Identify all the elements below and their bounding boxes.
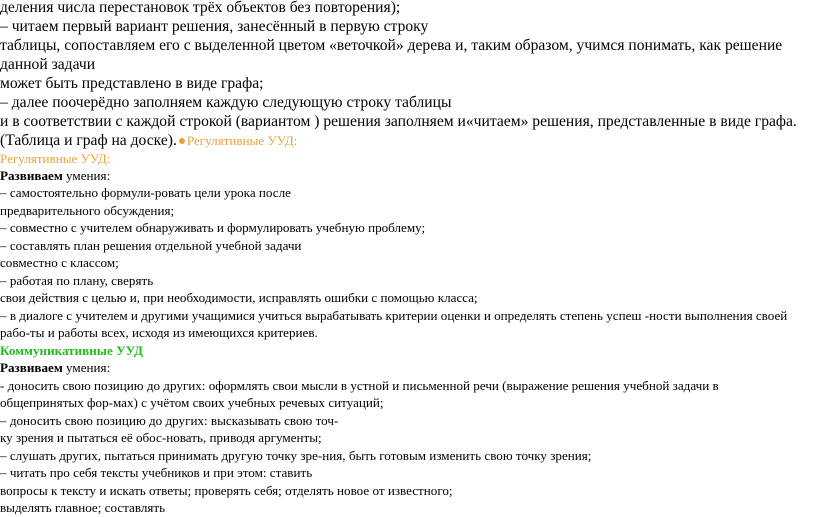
text-line-18: – в диалоге с учителем и другими учащимися учиться вырабатывать критерии оценки и определять степень успеш -ности выполнения своей [0,308,788,323]
communicative-heading: Коммуникативные УУД [0,343,143,358]
skills-label: умения: [62,168,111,183]
bullet-icon [179,138,185,144]
regulatory-heading-inline: Регулятивные УУД: [186,133,298,148]
text-line-14: – составлять план решения отдельной учебной задачи [0,238,302,253]
skills-label-2: умения: [62,360,111,375]
text-line-24: – доносить свою позицию до других: высказывать свою точ- [0,413,339,428]
text-line-27: – читать про себя тексты учебников и при этом: ставить [0,465,313,480]
text-line-4: данной задачи [0,56,96,73]
text-line-3: таблицы, сопоставляем его с выделенной цветом «веточкой» дерева и, таким образом, учимся понимать, как решение [0,37,783,54]
text-line-12: предварительного обсуждения; [0,203,175,218]
text-line-5: может быть представлено в виде графа; [0,75,264,92]
text-line-11: – самостоятельно формули-ровать цели урока после [0,185,291,200]
text-line-6: – далее поочерёдно заполняем каждую следующую строку таблицы [0,94,452,111]
text-line-15: совместно с классом; [0,255,119,270]
text-line-7: и в соответствии с каждой строкой (вариантом ) решения заполняем и«читаем» решения, представленные в виде графа. [0,113,797,130]
text-line-21 [0,360,110,376]
text-line-8 [0,132,297,150]
board-note: (Таблица и граф на доске). [0,132,177,149]
text-line-26: – слушать других, пытаться принимать другую точку зре-ния, быть готовым изменить свою точку зрения; [0,448,592,463]
develop-label: Развиваем [0,168,63,183]
text-line-1: деления числа перестановок трёх объектов без повторения); [0,0,401,16]
regulatory-heading: Регулятивные УУД: [0,151,111,166]
text-line-10 [0,168,110,184]
text-line-19: рабо-ты и работы всех, исходя из имеющихся критериев. [0,325,318,340]
develop-label-2: Развиваем [0,360,63,375]
text-line-23: общепринятых фор-мах) с учётом своих учебных речевых ситуаций; [0,395,384,410]
text-line-2: – читаем первый вариант решения, занесённый в первую строку [0,18,429,35]
text-line-22: - доносить свою позицию до других: оформлять свои мысли в устной и письменной речи (выражение решения учебной задачи в [0,378,719,393]
text-line-25: ку зрения и пытаться её обос-новать, приводя аргументы; [0,430,322,445]
text-line-29: выделять главное; составлять [0,500,166,515]
text-line-13: – совместно с учителем обнаруживать и формулировать учебную проблему; [0,220,426,235]
text-line-28: вопросы к тексту и искать ответы; проверять себя; отделять новое от известного; [0,483,453,498]
text-line-17: свои действия с целью и, при необходимости, исправлять ошибки с помощью класса; [0,290,478,305]
text-line-16: – работая по плану, сверять [0,273,154,288]
